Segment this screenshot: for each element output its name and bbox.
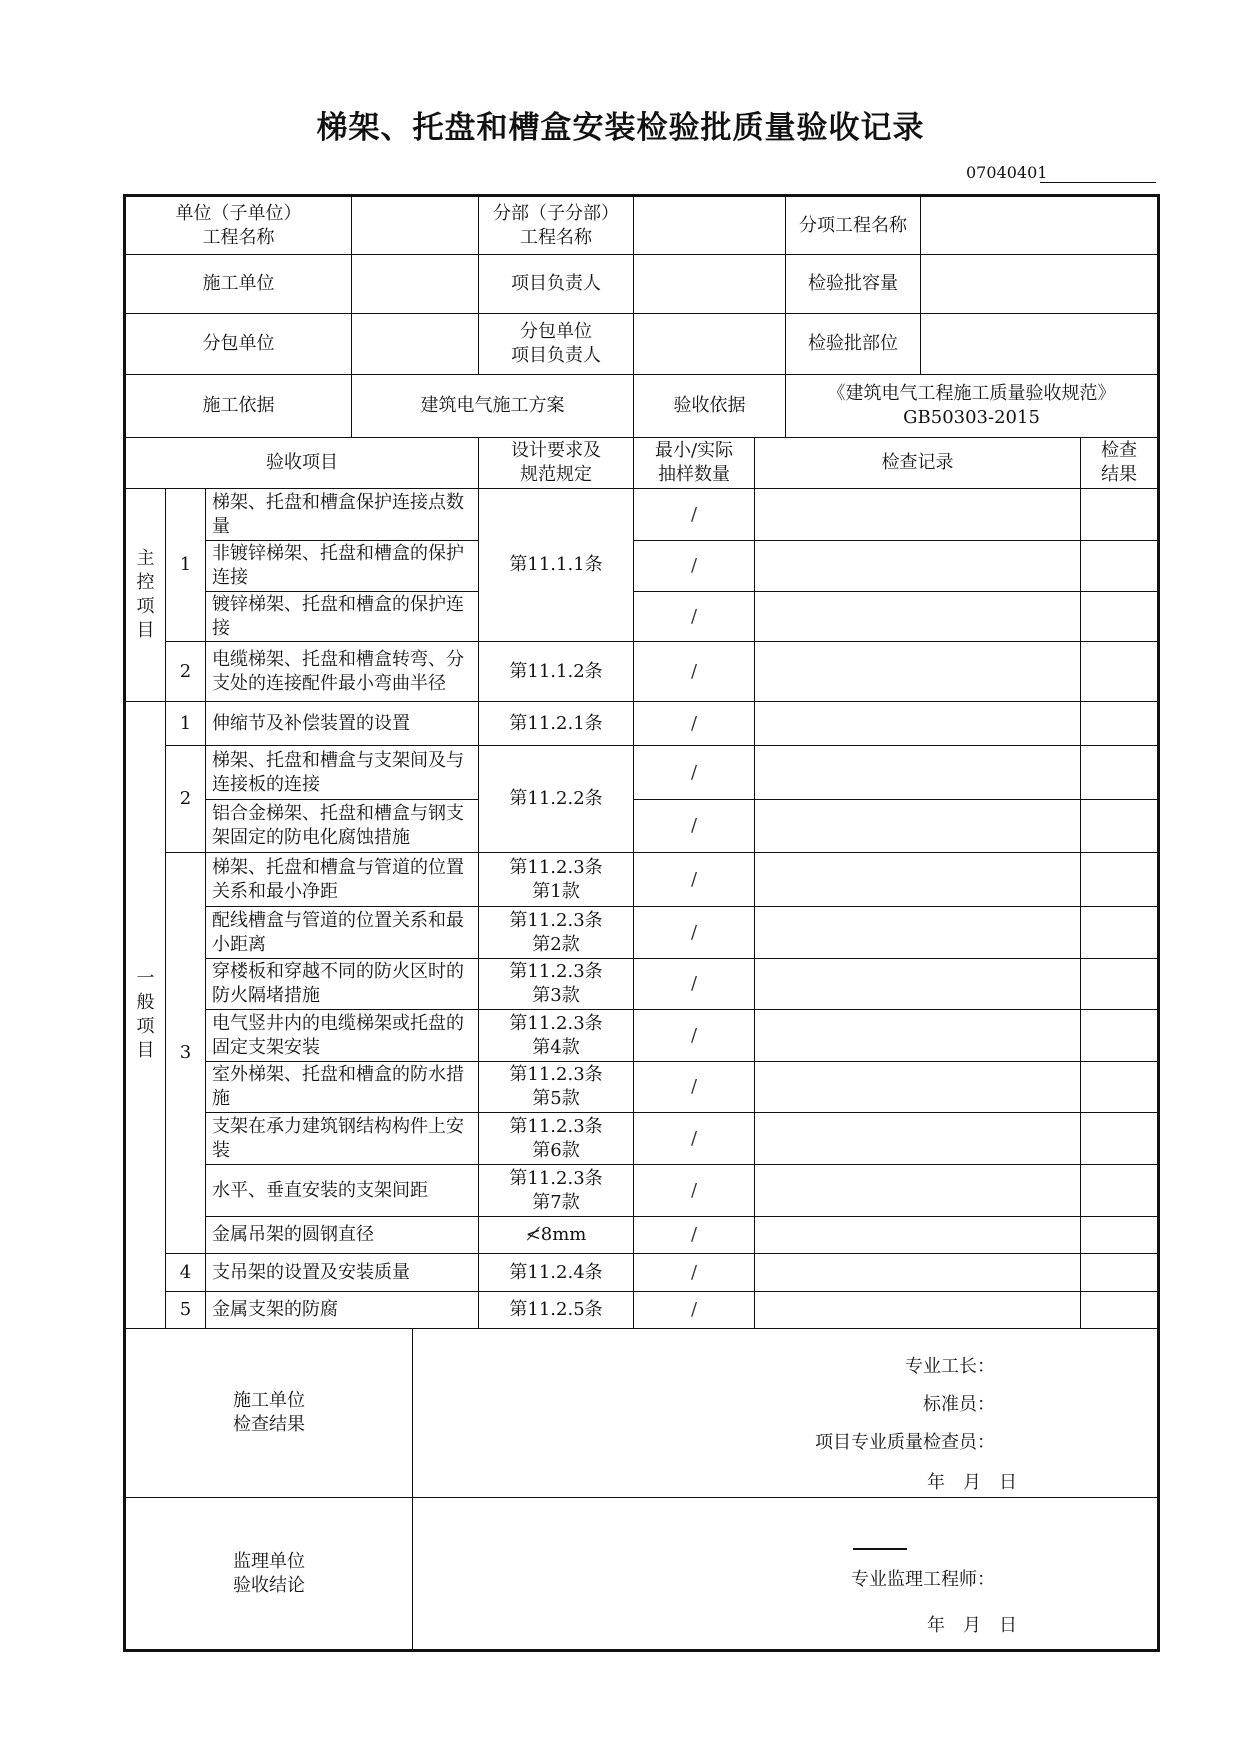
standard-staff-label: 标准员： (923, 1394, 996, 1415)
row-number: 2 (166, 642, 206, 702)
item-spec: 第11.2.3条 第6款 (479, 1113, 634, 1165)
unit-name-label: 单位（子单位） 工程名称 (125, 196, 352, 255)
item-record[interactable] (755, 702, 1081, 746)
item-sample[interactable]: / (634, 907, 755, 959)
item-result[interactable] (1081, 800, 1159, 853)
item-description: 铝合金梯架、托盘和槽盒与钢支 架固定的防电化腐蚀措施 (206, 800, 479, 853)
acceptance-basis-label: 验收依据 (634, 375, 786, 438)
item-description: 金属吊架的圆钢直径 (206, 1217, 479, 1254)
item-description: 梯架、托盘和槽盒与管道的位置 关系和最小净距 (206, 853, 479, 907)
batch-capacity-label: 检验批容量 (786, 255, 921, 314)
item-record[interactable] (755, 592, 1081, 642)
item-record[interactable] (755, 1113, 1081, 1165)
builder-value[interactable] (352, 255, 479, 314)
construction-basis-value[interactable]: 建筑电气施工方案 (352, 375, 634, 438)
table-row (125, 541, 1159, 592)
item-description: 伸缩节及补偿装置的设置 (206, 702, 479, 746)
item-result[interactable] (1081, 642, 1159, 702)
table-row (125, 853, 1159, 907)
item-record[interactable] (755, 800, 1081, 853)
item-sample[interactable]: / (634, 1062, 755, 1113)
item-description: 穿楼板和穿越不同的防火区时的 防火隔堵措施 (206, 959, 479, 1010)
item-result[interactable] (1081, 959, 1159, 1010)
item-record[interactable] (755, 1062, 1081, 1113)
subitem-name-label: 分项工程名称 (786, 196, 921, 255)
foreman-label: 专业工长： (905, 1356, 996, 1377)
table-row (125, 642, 1159, 702)
subdivision-name-value[interactable] (634, 196, 786, 255)
item-spec: 第11.2.5条 (479, 1292, 634, 1329)
item-result[interactable] (1081, 702, 1159, 746)
table-row (125, 489, 1159, 541)
signature-dash (853, 1548, 907, 1550)
inspection-table (123, 194, 1160, 1652)
item-description: 室外梯架、托盘和槽盒的防水措 施 (206, 1062, 479, 1113)
item-record[interactable] (755, 541, 1081, 592)
sub-project-manager-label: 分包单位 项目负责人 (479, 314, 634, 375)
item-result[interactable] (1081, 541, 1159, 592)
item-sample[interactable]: / (634, 1113, 755, 1165)
header-row-subcontractor (125, 314, 1159, 375)
header-row-basis (125, 375, 1159, 438)
item-result[interactable] (1081, 489, 1159, 541)
construction-date: 年 月 日 (927, 1472, 1018, 1493)
subdivision-name-label: 分部（子分部） 工程名称 (479, 196, 634, 255)
construction-result-area[interactable] (413, 1329, 1159, 1498)
subitem-name-value[interactable] (921, 196, 1159, 255)
batch-part-value[interactable] (921, 314, 1159, 375)
item-spec: 第11.1.1条 (479, 489, 634, 642)
item-sample[interactable]: / (634, 1254, 755, 1292)
item-spec: 第11.2.2条 (479, 746, 634, 853)
project-manager-label: 项目负责人 (479, 255, 634, 314)
item-sample[interactable]: / (634, 1217, 755, 1254)
col-sample-header: 最小/实际 抽样数量 (634, 438, 755, 489)
item-record[interactable] (755, 959, 1081, 1010)
table-row (125, 1165, 1159, 1217)
row-number: 5 (166, 1292, 206, 1329)
item-result[interactable] (1081, 1292, 1159, 1329)
project-manager-value[interactable] (634, 255, 786, 314)
sub-project-manager-value[interactable] (634, 314, 786, 375)
acceptance-basis-value[interactable]: 《建筑电气工程施工质量验收规范》 GB50303-2015 (786, 375, 1159, 438)
item-record[interactable] (755, 1217, 1081, 1254)
item-sample[interactable]: / (634, 1292, 755, 1329)
item-record[interactable] (755, 1165, 1081, 1217)
item-sample[interactable]: / (634, 800, 755, 853)
column-header-row (125, 438, 1159, 489)
general-items-group-label: 一 般 项 目 (125, 702, 166, 1329)
item-record[interactable] (755, 746, 1081, 800)
item-sample[interactable]: / (634, 642, 755, 702)
row-number: 1 (166, 702, 206, 746)
builder-label: 施工单位 (125, 255, 352, 314)
item-sample[interactable]: / (634, 1010, 755, 1062)
item-result[interactable] (1081, 1062, 1159, 1113)
supervision-result-area[interactable] (413, 1498, 1159, 1651)
item-record[interactable] (755, 1254, 1081, 1292)
item-sample[interactable]: / (634, 592, 755, 642)
item-result[interactable] (1081, 746, 1159, 800)
item-result[interactable] (1081, 592, 1159, 642)
row-number: 4 (166, 1254, 206, 1292)
item-spec: 第11.2.3条 第1款 (479, 853, 634, 907)
table-row (125, 702, 1159, 746)
table-row (125, 959, 1159, 1010)
item-description: 电缆梯架、托盘和槽盒转弯、分 支处的连接配件最小弯曲半径 (206, 642, 479, 702)
table-row (125, 1254, 1159, 1292)
item-description: 配线槽盒与管道的位置关系和最 小距离 (206, 907, 479, 959)
item-description: 梯架、托盘和槽盒与支架间及与 连接板的连接 (206, 746, 479, 800)
item-result[interactable] (1081, 853, 1159, 907)
item-spec: 第11.1.2条 (479, 642, 634, 702)
table-row (125, 1062, 1159, 1113)
item-description: 非镀锌梯架、托盘和槽盒的保护 连接 (206, 541, 479, 592)
construction-basis-label: 施工依据 (125, 375, 352, 438)
supervising-engineer-label: 专业监理工程师： (851, 1569, 996, 1590)
col-record-header: 检查记录 (755, 438, 1081, 489)
item-result[interactable] (1081, 1254, 1159, 1292)
item-description: 金属支架的防腐 (206, 1292, 479, 1329)
item-record[interactable] (755, 489, 1081, 541)
item-spec: 第11.2.3条 第5款 (479, 1062, 634, 1113)
item-sample[interactable]: / (634, 959, 755, 1010)
supervision-date: 年 月 日 (927, 1615, 1018, 1636)
table-row (125, 1113, 1159, 1165)
item-spec: 第11.2.3条 第7款 (479, 1165, 634, 1217)
row-number: 1 (166, 489, 206, 642)
item-result[interactable] (1081, 1113, 1159, 1165)
subcontractor-label: 分包单位 (125, 314, 352, 375)
item-spec: 第11.2.3条 第3款 (479, 959, 634, 1010)
supervision-result-row (125, 1498, 1159, 1651)
table-row (125, 1292, 1159, 1329)
form-code-underline (1040, 182, 1156, 183)
item-record[interactable] (755, 642, 1081, 702)
header-row-builder (125, 255, 1159, 314)
table-row (125, 1217, 1159, 1254)
batch-capacity-value[interactable] (921, 255, 1159, 314)
supervision-result-label: 监理单位 验收结论 (125, 1498, 413, 1651)
item-description: 支吊架的设置及安装质量 (206, 1254, 479, 1292)
item-description: 梯架、托盘和槽盒保护连接点数 量 (206, 489, 479, 541)
col-item-header: 验收项目 (125, 438, 479, 489)
item-spec: ≮8mm (479, 1217, 634, 1254)
item-description: 水平、垂直安装的支架间距 (206, 1165, 479, 1217)
item-spec: 第11.2.4条 (479, 1254, 634, 1292)
header-row-project (125, 196, 1159, 255)
page-title: 梯架、托盘和槽盒安装检验批质量验收记录 (316, 110, 925, 146)
item-result[interactable] (1081, 1165, 1159, 1217)
item-result[interactable] (1081, 907, 1159, 959)
quality-inspector-label: 项目专业质量检查员： (815, 1432, 996, 1453)
col-design-header: 设计要求及 规范规定 (479, 438, 634, 489)
item-description: 支架在承力建筑钢结构构件上安 装 (206, 1113, 479, 1165)
item-spec: 第11.2.3条 第2款 (479, 907, 634, 959)
table-row (125, 1010, 1159, 1062)
item-record[interactable] (755, 907, 1081, 959)
construction-result-label: 施工单位 检查结果 (125, 1329, 413, 1498)
item-sample[interactable]: / (634, 702, 755, 746)
table-row (125, 746, 1159, 800)
main-items-group-label: 主 控 项 目 (125, 489, 166, 702)
item-description: 电气竖井内的电缆梯架或托盘的 固定支架安装 (206, 1010, 479, 1062)
item-record[interactable] (755, 1292, 1081, 1329)
item-result[interactable] (1081, 1217, 1159, 1254)
item-description: 镀锌梯架、托盘和槽盒的保护连 接 (206, 592, 479, 642)
item-sample[interactable]: / (634, 541, 755, 592)
construction-result-row (125, 1329, 1159, 1498)
item-result[interactable] (1081, 1010, 1159, 1062)
item-spec: 第11.2.1条 (479, 702, 634, 746)
table-row (125, 800, 1159, 853)
table-row (125, 907, 1159, 959)
col-result-header: 检查 结果 (1081, 438, 1159, 489)
item-spec: 第11.2.3条 第4款 (479, 1010, 634, 1062)
item-sample[interactable]: / (634, 1165, 755, 1217)
item-record[interactable] (755, 1010, 1081, 1062)
item-sample[interactable]: / (634, 853, 755, 907)
item-sample[interactable]: / (634, 489, 755, 541)
table-row (125, 592, 1159, 642)
subcontractor-value[interactable] (352, 314, 479, 375)
form-code: 07040401 (966, 163, 1048, 182)
row-number: 3 (166, 853, 206, 1254)
unit-name-value[interactable] (352, 196, 479, 255)
row-number: 2 (166, 746, 206, 853)
item-record[interactable] (755, 853, 1081, 907)
item-sample[interactable]: / (634, 746, 755, 800)
batch-part-label: 检验批部位 (786, 314, 921, 375)
